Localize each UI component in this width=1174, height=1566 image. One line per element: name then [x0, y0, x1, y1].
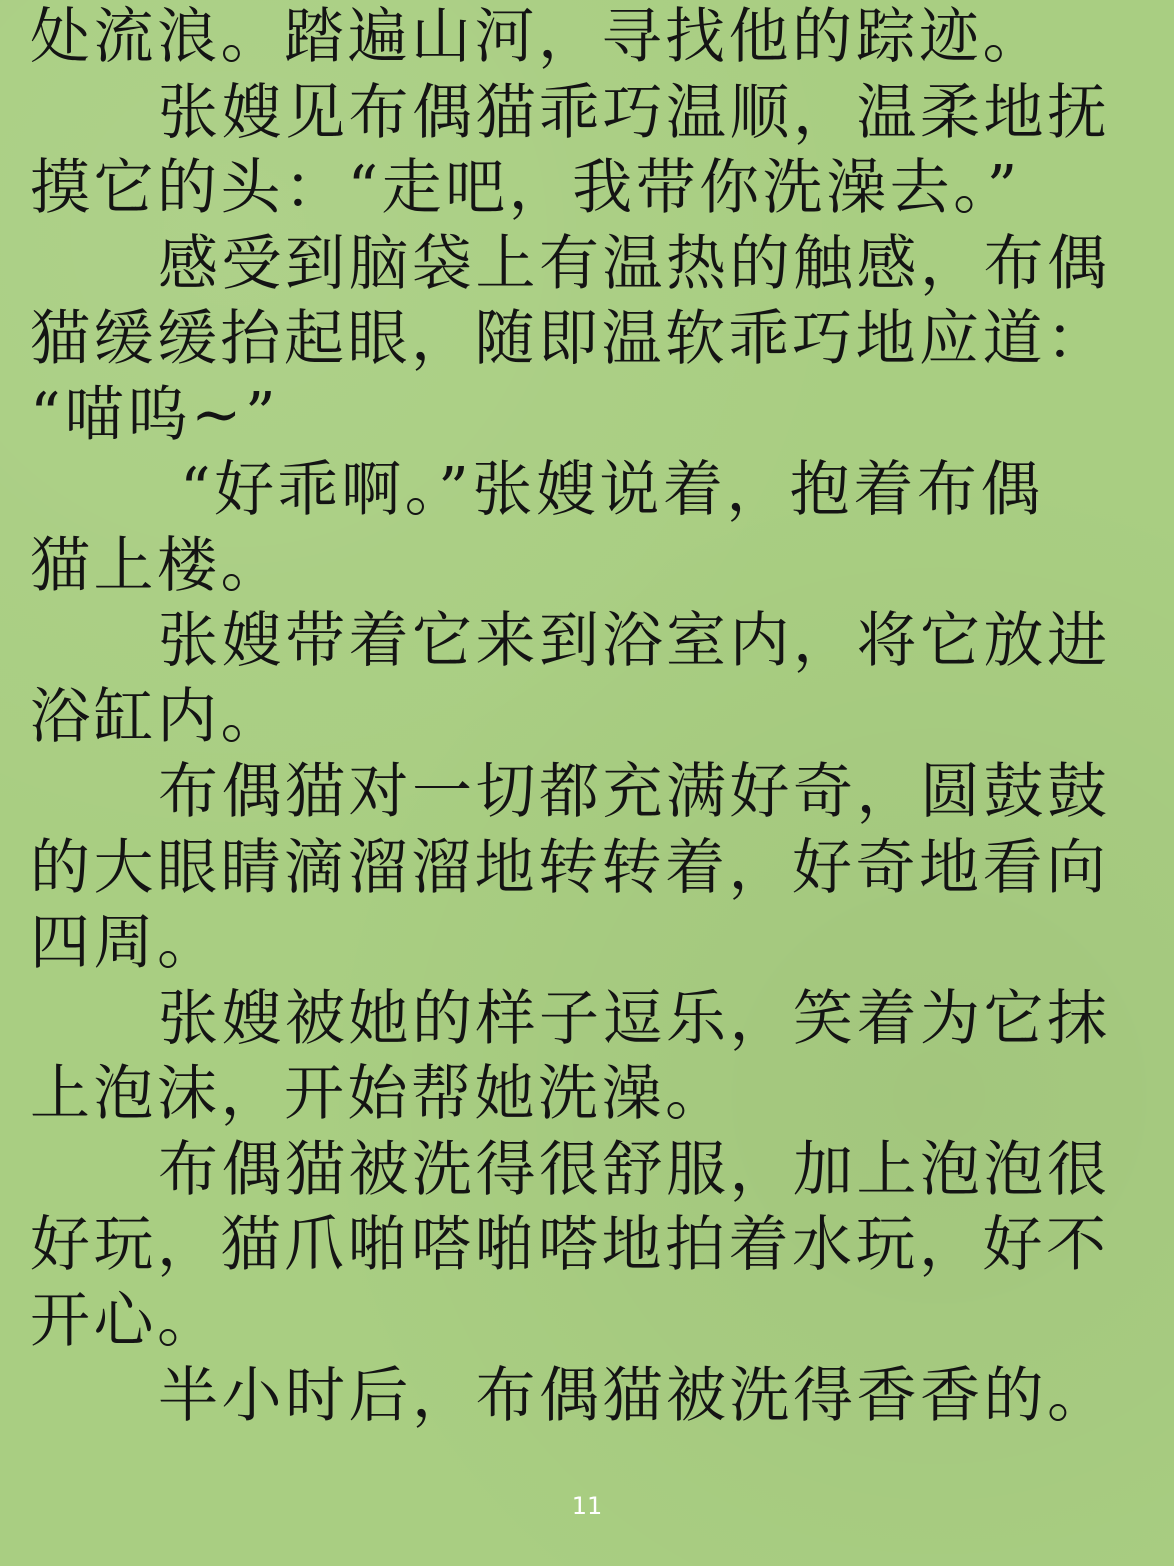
text-line: 布偶猫对一切都充满好奇，圆鼓鼓	[158, 757, 1111, 827]
text-line: “好乖啊。”张嫂说着，抱着布偶	[180, 455, 1044, 525]
text-line: 开心。	[30, 1285, 221, 1356]
text-line: 四周。	[30, 908, 221, 978]
text-line: 半小时后，布偶猫被洗得香香的。	[158, 1361, 1111, 1431]
text-line: 的大眼睛滴溜溜地转转着，好奇地看向	[30, 832, 1110, 903]
text-line: 张嫂带着它来到浴室内，将它放进	[158, 606, 1111, 676]
text-line: 猫上楼。	[30, 530, 284, 601]
story-text	[30, 0, 1130, 1435]
text-line: 布偶猫被洗得很舒服，加上泡泡很	[158, 1134, 1111, 1205]
text-line: 感受到脑袋上有温热的触感，布偶	[158, 228, 1111, 299]
text-line: 浴缸内。	[30, 681, 284, 752]
text-line: 张嫂被她的样子逗乐，笑着为它抹	[158, 983, 1111, 1054]
text-line: 摸它的头：“走吧，我带你洗澡去。”	[30, 153, 1021, 223]
text-line: 处流浪。踏遍山河，寻找他的踪迹。	[30, 2, 1046, 72]
text-line: 上泡沫，开始帮她洗澡。	[30, 1059, 729, 1129]
text-line: “喵呜~”	[30, 379, 280, 450]
text-line: 好玩，猫爪啪嗒啪嗒地拍着水玩，好不	[30, 1210, 1110, 1280]
text-line: 猫缓缓抬起眼，随即温软乖巧地应道：	[30, 304, 1110, 374]
text-line: 张嫂见布偶猫乖巧温顺，温柔地抚	[158, 77, 1111, 148]
page-number: 11	[571, 1492, 603, 1520]
